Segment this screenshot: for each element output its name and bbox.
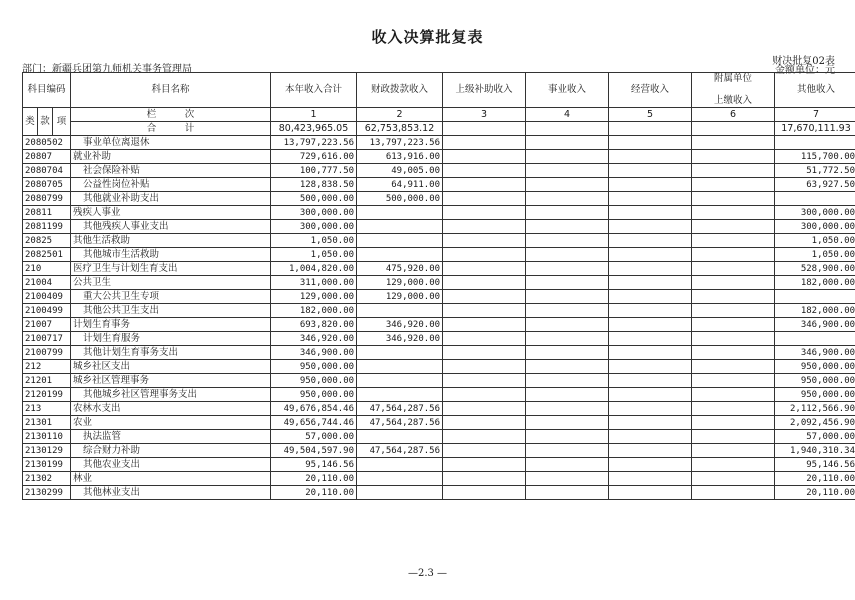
row-affiliated — [692, 192, 775, 206]
row-superior — [443, 304, 526, 318]
row-business — [526, 192, 609, 206]
table-row — [23, 304, 855, 318]
row-operating — [609, 276, 692, 290]
row-affiliated — [692, 150, 775, 164]
department-label: 部门：新疆兵团第九师机关事务管理局 — [22, 64, 192, 75]
row-other: 57,000.00 — [775, 430, 855, 444]
row-name: 其他计划生育事务支出 — [71, 346, 271, 360]
row-affiliated — [692, 164, 775, 178]
row-name: 其他就业补助支出 — [71, 192, 271, 206]
row-total: 500,000.00 — [271, 192, 357, 206]
row-other: 1,050.00 — [775, 248, 855, 262]
row-name: 城乡社区管理事务 — [71, 374, 271, 388]
row-superior — [443, 220, 526, 234]
table-row — [23, 472, 855, 486]
col-number-5: 5 — [609, 108, 692, 122]
row-code: 213 — [23, 402, 71, 416]
row-superior — [443, 332, 526, 346]
table-row — [23, 150, 855, 164]
row-code: 21004 — [23, 276, 71, 290]
row-name: 其他公共卫生支出 — [71, 304, 271, 318]
row-code: 20811 — [23, 206, 71, 220]
row-business — [526, 346, 609, 360]
row-operating — [609, 388, 692, 402]
row-total: 20,110.00 — [271, 486, 357, 500]
row-business — [526, 164, 609, 178]
row-affiliated — [692, 136, 775, 150]
row-fiscal: 13,797,223.56 — [357, 136, 443, 150]
row-code: 20825 — [23, 234, 71, 248]
row-total: 1,050.00 — [271, 234, 357, 248]
row-other: 2,092,456.90 — [775, 416, 855, 430]
row-business — [526, 276, 609, 290]
table-row — [23, 346, 855, 360]
table-row — [23, 276, 855, 290]
row-affiliated — [692, 388, 775, 402]
table-row — [23, 290, 855, 304]
row-other: 346,900.00 — [775, 346, 855, 360]
row-total: 95,146.56 — [271, 458, 357, 472]
row-total: 1,050.00 — [271, 248, 357, 262]
table-row — [23, 360, 855, 374]
row-operating — [609, 374, 692, 388]
row-operating — [609, 318, 692, 332]
row-total: 57,000.00 — [271, 430, 357, 444]
header-affiliated — [692, 73, 775, 108]
row-superior — [443, 178, 526, 192]
row-fiscal: 613,916.00 — [357, 150, 443, 164]
row-total: 346,900.00 — [271, 346, 357, 360]
amount-unit-label: 金额单位：元 — [775, 65, 835, 76]
row-superior — [443, 234, 526, 248]
row-other: 63,927.50 — [775, 178, 855, 192]
row-other: 2,112,566.90 — [775, 402, 855, 416]
row-superior — [443, 402, 526, 416]
row-other: 528,900.00 — [775, 262, 855, 276]
row-fiscal — [357, 472, 443, 486]
row-name: 其他林业支出 — [71, 486, 271, 500]
row-name: 其他城市生活救助 — [71, 248, 271, 262]
row-fiscal — [357, 248, 443, 262]
table-row — [23, 192, 855, 206]
row-total: 1,004,820.00 — [271, 262, 357, 276]
row-business — [526, 430, 609, 444]
col-number-1: 1 — [271, 108, 357, 122]
row-superior — [443, 416, 526, 430]
row-total: 49,504,597.90 — [271, 444, 357, 458]
row-other: 300,000.00 — [775, 220, 855, 234]
row-affiliated — [692, 262, 775, 276]
row-operating — [609, 234, 692, 248]
row-fiscal: 129,000.00 — [357, 290, 443, 304]
row-fiscal: 129,000.00 — [357, 276, 443, 290]
page-number: —2.3 — — [407, 568, 448, 579]
header-affiliated-line1: 附属单位 — [714, 73, 753, 84]
row-operating — [609, 290, 692, 304]
row-affiliated — [692, 220, 775, 234]
row-total: 128,838.50 — [271, 178, 357, 192]
row-operating — [609, 402, 692, 416]
row-other: 20,110.00 — [775, 486, 855, 500]
row-affiliated — [692, 206, 775, 220]
row-superior — [443, 164, 526, 178]
row-code: 212 — [23, 360, 71, 374]
row-name: 公共卫生 — [71, 276, 271, 290]
row-superior — [443, 290, 526, 304]
row-fiscal — [357, 374, 443, 388]
row-total: 300,000.00 — [271, 220, 357, 234]
row-code: 2080704 — [23, 164, 71, 178]
row-name: 公益性岗位补贴 — [71, 178, 271, 192]
row-affiliated — [692, 360, 775, 374]
col-number-4: 4 — [526, 108, 609, 122]
row-operating — [609, 360, 692, 374]
row-business — [526, 220, 609, 234]
row-superior — [443, 346, 526, 360]
page-title: 收入决算批复表 — [371, 28, 484, 46]
row-superior — [443, 192, 526, 206]
row-other — [775, 192, 855, 206]
row-name: 农业 — [71, 416, 271, 430]
row-total: 20,110.00 — [271, 472, 357, 486]
row-total: 693,820.00 — [271, 318, 357, 332]
header-lan-ci: 栏 次 — [71, 108, 271, 122]
row-business — [526, 486, 609, 500]
row-other: 51,772.50 — [775, 164, 855, 178]
row-fiscal — [357, 206, 443, 220]
row-code: 210 — [23, 262, 71, 276]
row-operating — [609, 150, 692, 164]
row-business — [526, 234, 609, 248]
table-row — [23, 430, 855, 444]
form-number: 财决批复02表 — [772, 56, 835, 67]
row-affiliated — [692, 318, 775, 332]
row-name: 残疾人事业 — [71, 206, 271, 220]
total-row-business — [526, 122, 609, 136]
row-code: 2082501 — [23, 248, 71, 262]
row-fiscal — [357, 220, 443, 234]
row-affiliated — [692, 304, 775, 318]
row-total: 300,000.00 — [271, 206, 357, 220]
table-row — [23, 332, 855, 346]
header-name: 科目名称 — [71, 73, 271, 108]
table-row — [23, 220, 855, 234]
row-operating — [609, 346, 692, 360]
row-total: 950,000.00 — [271, 388, 357, 402]
row-operating — [609, 332, 692, 346]
table-row — [23, 234, 855, 248]
row-fiscal: 500,000.00 — [357, 192, 443, 206]
total-row-fiscal: 62,753,853.12 — [357, 122, 443, 136]
row-business — [526, 318, 609, 332]
row-superior — [443, 150, 526, 164]
row-other — [775, 136, 855, 150]
row-fiscal: 47,564,287.56 — [357, 416, 443, 430]
row-code: 2080705 — [23, 178, 71, 192]
row-affiliated — [692, 486, 775, 500]
row-code: 21007 — [23, 318, 71, 332]
row-business — [526, 472, 609, 486]
row-other: 950,000.00 — [775, 388, 855, 402]
row-total: 129,000.00 — [271, 290, 357, 304]
table-row — [23, 164, 855, 178]
row-code: 2100717 — [23, 332, 71, 346]
row-business — [526, 262, 609, 276]
row-operating — [609, 262, 692, 276]
row-business — [526, 136, 609, 150]
row-name: 计划生育事务 — [71, 318, 271, 332]
row-operating — [609, 458, 692, 472]
row-total: 182,000.00 — [271, 304, 357, 318]
row-operating — [609, 444, 692, 458]
row-business — [526, 178, 609, 192]
table-row — [23, 416, 855, 430]
row-operating — [609, 220, 692, 234]
header-affiliated-line2: 上缴收入 — [714, 95, 753, 106]
row-business — [526, 332, 609, 346]
row-total: 729,616.00 — [271, 150, 357, 164]
row-affiliated — [692, 276, 775, 290]
row-name: 其他残疾人事业支出 — [71, 220, 271, 234]
row-affiliated — [692, 444, 775, 458]
row-name: 城乡社区支出 — [71, 360, 271, 374]
row-total: 100,777.50 — [271, 164, 357, 178]
row-affiliated — [692, 290, 775, 304]
row-total: 49,676,854.46 — [271, 402, 357, 416]
row-operating — [609, 192, 692, 206]
row-affiliated — [692, 402, 775, 416]
row-superior — [443, 136, 526, 150]
row-business — [526, 416, 609, 430]
row-other: 950,000.00 — [775, 360, 855, 374]
row-operating — [609, 248, 692, 262]
header-xiang: 项 — [53, 108, 71, 136]
row-business — [526, 360, 609, 374]
row-affiliated — [692, 472, 775, 486]
row-fiscal — [357, 458, 443, 472]
row-operating — [609, 416, 692, 430]
table-row — [23, 444, 855, 458]
row-affiliated — [692, 416, 775, 430]
row-business — [526, 388, 609, 402]
row-fiscal — [357, 486, 443, 500]
header-kuan: 款 — [38, 108, 53, 136]
row-name: 就业补助 — [71, 150, 271, 164]
row-code: 2130199 — [23, 458, 71, 472]
row-code: 2130129 — [23, 444, 71, 458]
row-operating — [609, 164, 692, 178]
row-operating — [609, 304, 692, 318]
row-code: 21301 — [23, 416, 71, 430]
row-affiliated — [692, 234, 775, 248]
row-name: 其他生活救助 — [71, 234, 271, 248]
row-superior — [443, 262, 526, 276]
row-business — [526, 374, 609, 388]
row-other: 95,146.56 — [775, 458, 855, 472]
row-fiscal: 47,564,287.56 — [357, 402, 443, 416]
row-fiscal: 346,920.00 — [357, 318, 443, 332]
row-code: 2081199 — [23, 220, 71, 234]
row-code: 2080502 — [23, 136, 71, 150]
row-other: 115,700.00 — [775, 150, 855, 164]
income-table — [22, 72, 855, 500]
total-row-label: 合 计 — [71, 122, 271, 136]
row-business — [526, 248, 609, 262]
total-row-superior — [443, 122, 526, 136]
row-affiliated — [692, 332, 775, 346]
row-fiscal: 64,911.00 — [357, 178, 443, 192]
row-name: 社会保险补贴 — [71, 164, 271, 178]
row-other: 1,940,310.34 — [775, 444, 855, 458]
row-affiliated — [692, 248, 775, 262]
row-affiliated — [692, 374, 775, 388]
row-business — [526, 150, 609, 164]
row-business — [526, 304, 609, 318]
col-number-6: 6 — [692, 108, 775, 122]
row-fiscal: 346,920.00 — [357, 332, 443, 346]
row-total: 49,656,744.46 — [271, 416, 357, 430]
row-name: 医疗卫生与计划生育支出 — [71, 262, 271, 276]
row-other: 300,000.00 — [775, 206, 855, 220]
row-business — [526, 444, 609, 458]
row-fiscal — [357, 234, 443, 248]
row-business — [526, 206, 609, 220]
row-fiscal — [357, 304, 443, 318]
row-operating — [609, 430, 692, 444]
row-fiscal: 475,920.00 — [357, 262, 443, 276]
row-name: 林业 — [71, 472, 271, 486]
col-number-3: 3 — [443, 108, 526, 122]
row-code: 2130299 — [23, 486, 71, 500]
row-superior — [443, 486, 526, 500]
table-row — [23, 262, 855, 276]
total-row-affiliated — [692, 122, 775, 136]
row-other: 20,110.00 — [775, 472, 855, 486]
table-body — [23, 136, 855, 500]
row-superior — [443, 388, 526, 402]
row-operating — [609, 206, 692, 220]
table-row — [23, 206, 855, 220]
col-number-7: 7 — [775, 108, 855, 122]
row-superior — [443, 472, 526, 486]
col-number-2: 2 — [357, 108, 443, 122]
row-superior — [443, 206, 526, 220]
row-superior — [443, 360, 526, 374]
table-row — [23, 178, 855, 192]
table-row — [23, 248, 855, 262]
row-superior — [443, 248, 526, 262]
row-fiscal: 49,005.00 — [357, 164, 443, 178]
table-row — [23, 136, 855, 150]
row-other: 1,050.00 — [775, 234, 855, 248]
row-total: 13,797,223.56 — [271, 136, 357, 150]
row-name: 农林水支出 — [71, 402, 271, 416]
row-total: 346,920.00 — [271, 332, 357, 346]
row-business — [526, 458, 609, 472]
row-fiscal — [357, 430, 443, 444]
table-row — [23, 318, 855, 332]
row-superior — [443, 318, 526, 332]
row-name: 执法监管 — [71, 430, 271, 444]
row-code: 2080799 — [23, 192, 71, 206]
row-code: 2100799 — [23, 346, 71, 360]
header-lei: 类 — [23, 108, 38, 136]
row-business — [526, 402, 609, 416]
row-superior — [443, 458, 526, 472]
row-code: 20807 — [23, 150, 71, 164]
row-other: 950,000.00 — [775, 374, 855, 388]
total-row-operating — [609, 122, 692, 136]
table-row — [23, 486, 855, 500]
row-other — [775, 332, 855, 346]
row-affiliated — [692, 178, 775, 192]
row-operating — [609, 178, 692, 192]
row-code: 2120199 — [23, 388, 71, 402]
total-row-total: 80,423,965.05 — [271, 122, 357, 136]
table-row — [23, 388, 855, 402]
total-row-other: 17,670,111.93 — [775, 122, 855, 136]
row-name: 其他农业支出 — [71, 458, 271, 472]
row-business — [526, 290, 609, 304]
table-row — [23, 402, 855, 416]
row-fiscal — [357, 360, 443, 374]
row-code: 21302 — [23, 472, 71, 486]
row-operating — [609, 136, 692, 150]
row-superior — [443, 276, 526, 290]
row-operating — [609, 486, 692, 500]
row-fiscal — [357, 388, 443, 402]
row-code: 2100409 — [23, 290, 71, 304]
row-code: 2100499 — [23, 304, 71, 318]
header-business: 事业收入 — [526, 73, 609, 108]
row-other — [775, 290, 855, 304]
header-total: 本年收入合计 — [271, 73, 357, 108]
row-superior — [443, 444, 526, 458]
row-affiliated — [692, 430, 775, 444]
row-name: 其他城乡社区管理事务支出 — [71, 388, 271, 402]
row-other: 182,000.00 — [775, 276, 855, 290]
row-name: 事业单位离退休 — [71, 136, 271, 150]
header-fiscal: 财政拨款收入 — [357, 73, 443, 108]
table-row — [23, 458, 855, 472]
row-other: 346,900.00 — [775, 318, 855, 332]
header-operating: 经营收入 — [609, 73, 692, 108]
row-other: 182,000.00 — [775, 304, 855, 318]
row-affiliated — [692, 458, 775, 472]
row-name: 计划生育服务 — [71, 332, 271, 346]
header-code: 科目编码 — [23, 73, 71, 108]
header-other: 其他收入 — [775, 73, 855, 108]
row-fiscal — [357, 346, 443, 360]
row-code: 21201 — [23, 374, 71, 388]
row-total: 950,000.00 — [271, 360, 357, 374]
row-operating — [609, 472, 692, 486]
row-name: 综合财力补助 — [71, 444, 271, 458]
row-code: 2130110 — [23, 430, 71, 444]
row-fiscal: 47,564,287.56 — [357, 444, 443, 458]
row-affiliated — [692, 346, 775, 360]
row-superior — [443, 374, 526, 388]
row-name: 重大公共卫生专项 — [71, 290, 271, 304]
table-row — [23, 374, 855, 388]
row-superior — [443, 430, 526, 444]
row-total: 311,000.00 — [271, 276, 357, 290]
header-superior: 上级补助收入 — [443, 73, 526, 108]
row-total: 950,000.00 — [271, 374, 357, 388]
